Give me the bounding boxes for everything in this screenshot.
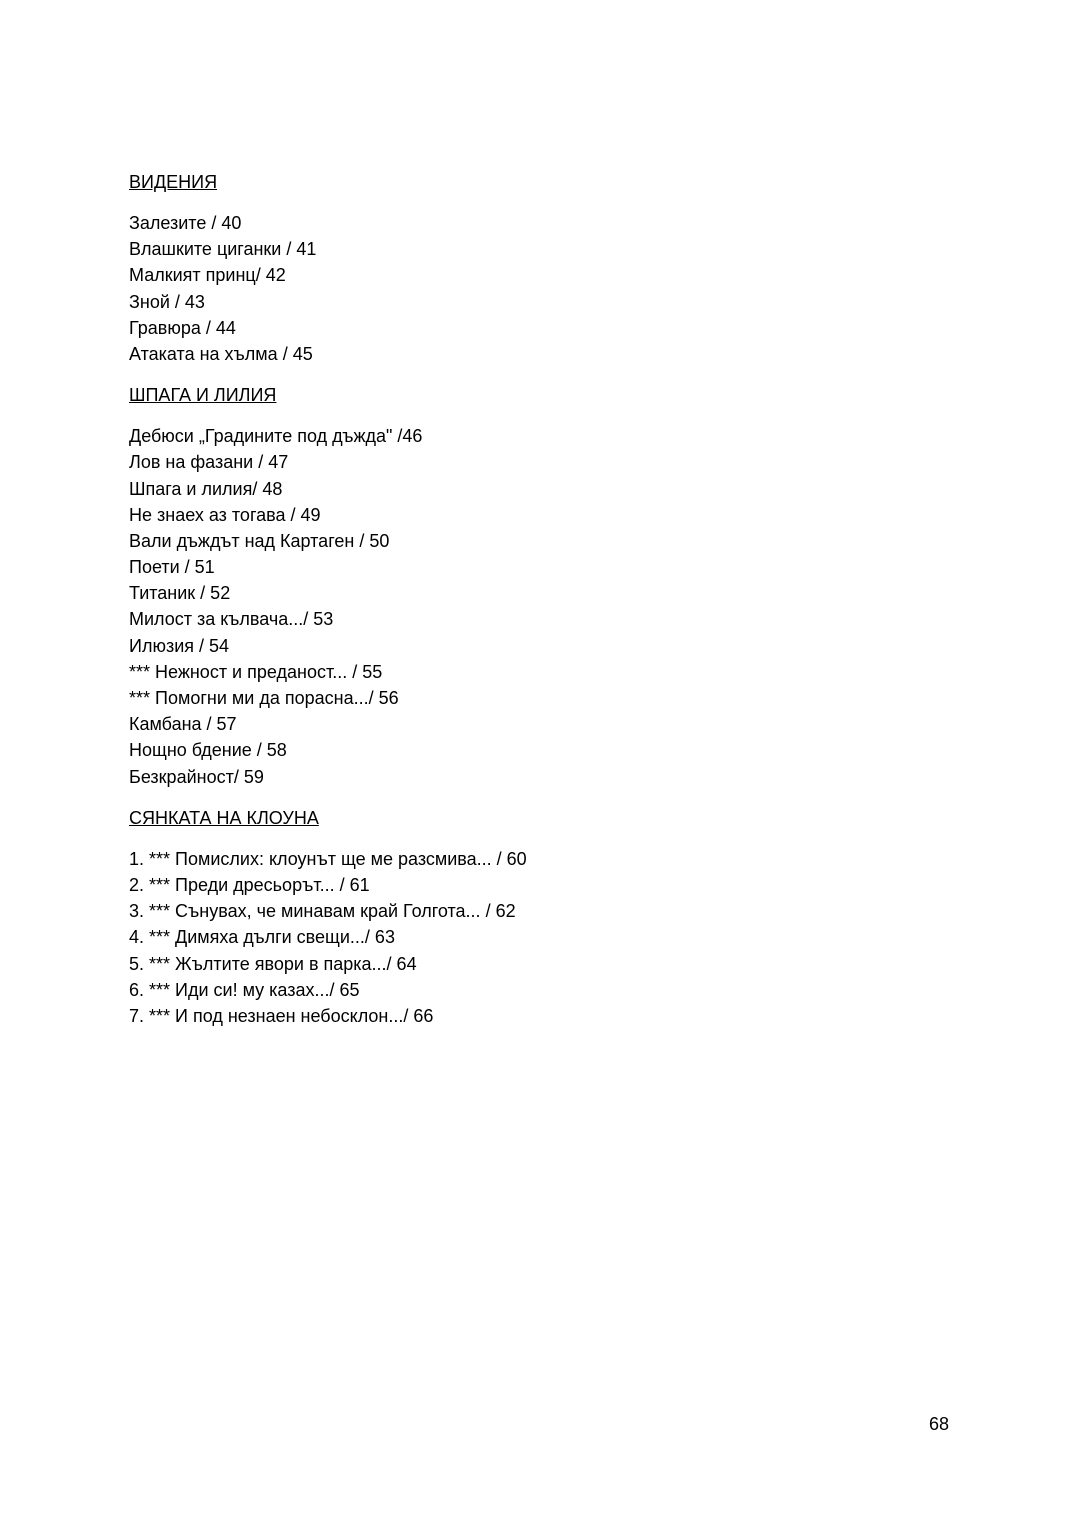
- section-shpaga-i-liliya: [129, 382, 949, 790]
- toc-entry: Залезите / 40: [129, 213, 242, 233]
- entry-list: [129, 210, 949, 367]
- toc-entry: *** Помогни ми да порасна.../ 56: [129, 688, 399, 708]
- toc-entry: 1. *** Помислих: клоунът ще ме разсмива... / 60: [129, 848, 527, 869]
- toc-entry: Илюзия / 54: [129, 635, 230, 656]
- toc-entry: Дебюси „Градините под дъжда" /46: [129, 426, 423, 447]
- toc-entry: Малкият принц/ 42: [129, 265, 286, 286]
- entry-list: [129, 423, 949, 790]
- toc-entry: Влашките циганки / 41: [129, 239, 317, 260]
- table-of-contents: [129, 169, 949, 1044]
- toc-entry: 5. *** Жълтите явори в парка.../ 64: [129, 953, 417, 974]
- toc-entry: Атаката на хълма / 45: [129, 343, 313, 364]
- toc-entry: 2. *** Преди дресьорът... / 61: [129, 874, 370, 895]
- page-number: 68: [929, 1414, 950, 1434]
- section-syankata-na-klouna: [129, 805, 949, 1029]
- toc-entry: Милост за кълвача.../ 53: [129, 609, 334, 630]
- section-videniya: [129, 169, 949, 367]
- section-title: ВИДЕНИЯ: [129, 172, 218, 192]
- toc-entry: Вали дъждът над Картаген / 50: [129, 530, 390, 551]
- entry-list: [129, 846, 949, 1029]
- toc-entry: Камбана / 57: [129, 714, 237, 735]
- toc-entry: Лов на фазани / 47: [129, 452, 289, 473]
- section-title: СЯНКАТА НА КЛОУНА: [129, 807, 319, 828]
- toc-entry: Поети / 51: [129, 557, 215, 578]
- section-title: ШПАГА И ЛИЛИЯ: [129, 385, 277, 406]
- toc-entry: 3. *** Сънувах, че минавам край Голгота... / 62: [129, 901, 516, 922]
- toc-entry: Не знаех аз тогава / 49: [129, 504, 321, 525]
- toc-entry: Нощно бдение / 58: [129, 740, 287, 761]
- toc-entry: 7. *** И под незнаен небосклон.../ 66: [129, 1005, 434, 1026]
- toc-entry: 4. *** Димяха дълги свещи.../ 63: [129, 927, 395, 948]
- toc-entry: Безкрайност/ 59: [129, 766, 264, 787]
- toc-entry: *** Нежност и преданост... / 55: [129, 661, 383, 682]
- toc-entry: Гравюра / 44: [129, 317, 236, 338]
- toc-entry: Титаник / 52: [129, 583, 231, 604]
- toc-entry: Зной / 43: [129, 291, 205, 312]
- toc-entry: Шпага и лилия/ 48: [129, 478, 283, 499]
- toc-entry: 6. *** Иди си! му казах.../ 65: [129, 979, 360, 1000]
